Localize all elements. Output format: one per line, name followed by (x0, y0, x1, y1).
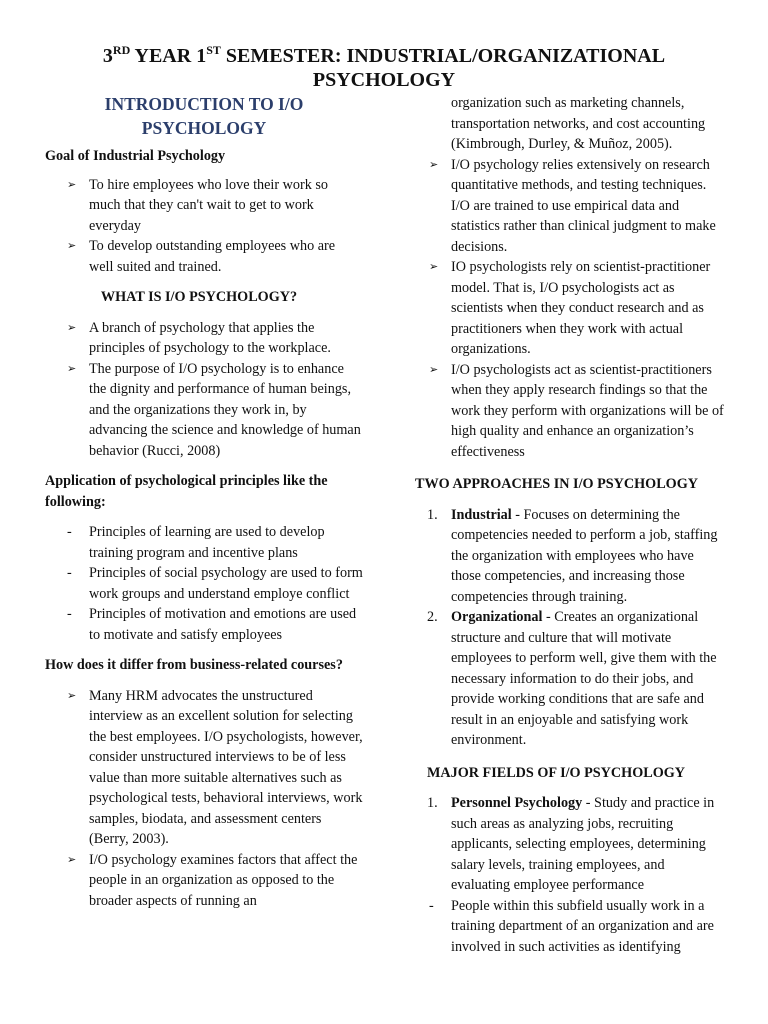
section-heading-intro: INTRODUCTION TO I/O PSYCHOLOGY (104, 94, 304, 138)
list-item: 1. Personnel Psychology - Study and practice in such areas as analyzing jobs, recruiting applicants, selecting employees, determining salary levels, training employees, and evaluating employee performance (427, 795, 715, 893)
goal-list (45, 175, 363, 278)
list-item: ➢ I/O psychologists act as scientist-practitioners when they apply research findings so that the work they perform with organizations will be of high quality and enhance an organization’s effectiveness (413, 360, 725, 463)
approaches-heading: TWO APPROACHES IN I/O PSYCHOLOGY (415, 476, 698, 492)
application-list (45, 522, 363, 645)
list-item: - People within this subfield usually work in a training department of an organization and are involved in such activities as identifying (413, 896, 725, 958)
list-item: ➢ Many HRM advocates the unstructured interview as an excellent solution for selecting the best employees. I/O psychologists, however, consider unstructured interviews to be of less value than more suitable alternatives such as psychological tests, behavioral interviews, work samples, biodata, and assessment centers (Berry, 2003). (45, 686, 363, 850)
application-heading: Application of psychological principles like the following: (45, 473, 328, 510)
title-line-2: PSYCHOLOGY (312, 69, 456, 91)
right-column (413, 93, 725, 957)
list-item: - Principles of learning are used to develop training program and incentive plans (45, 522, 363, 563)
list-item: ➢ I/O psychology examines factors that affect the people in an organization as opposed to the broader aspects of running an (45, 850, 363, 912)
list-item: ➢ The purpose of I/O psychology is to enhance the dignity and performance of human beings, and the organizations they work in, by advancing the science and knowledge of human behavior (Rucci, 2008) (45, 359, 363, 462)
goal-heading: Goal of Industrial Psychology (45, 148, 226, 164)
list-item: ➢ To develop outstanding employees who are well suited and trained. (45, 236, 363, 277)
list-item: ➢ IO psychologists rely on scientist-practitioner model. That is, I/O psychologists act as scientists when they conduct research and as practitioners when they work with actual organizations. (413, 257, 725, 360)
differ-heading: How does it differ from business-related courses? (45, 657, 343, 673)
list-item: ➢ A branch of psychology that applies the principles of psychology to the workplace. (45, 318, 363, 359)
document-title (30, 44, 738, 92)
list-item: ➢ I/O psychology relies extensively on research quantitative methods, and testing techniques. I/O are trained to use empirical data and statistics rather than clinical judgment to make decisions. (413, 155, 725, 258)
approaches-list (413, 505, 725, 751)
list-item: - Principles of social psychology are used to form work groups and understand employe conflict (45, 563, 363, 604)
fields-list (413, 793, 725, 896)
fields-heading: MAJOR FIELDS OF I/O PSYCHOLOGY (427, 764, 686, 781)
list-item: 1. Industrial - Focuses on determining the competencies needed to perform a job, staffing the organization with employees who have those competencies, and increasing those competencies through training. (427, 506, 718, 605)
list-item: - Principles of motivation and emotions are used to motivate and satisfy employees (45, 604, 363, 645)
fields-sub-list (413, 896, 725, 958)
what-list (45, 318, 363, 462)
list-item-continuation: organization such as marketing channels, transportation networks, and cost accounting (Kimbrough, Durley, & Muñoz, 2005). (451, 95, 706, 152)
list-item: ➢ To hire employees who love their work so much that they can't wait to get to work everyday (45, 175, 363, 237)
differ-list-continued (413, 155, 725, 463)
differ-list (45, 686, 363, 912)
left-column (45, 92, 363, 911)
list-item: 2. Organizational - Creates an organizational structure and culture that will motivate employees to perform well, give them with the necessary information to do their jobs, and provide working conditions that are safe and result in an enjoyable and satisfying work environment. (427, 609, 717, 748)
title-line-1: 3RD YEAR 1ST SEMESTER: INDUSTRIAL/ORGANIZATIONAL (102, 43, 666, 67)
what-heading: WHAT IS I/O PSYCHOLOGY? (100, 289, 298, 305)
